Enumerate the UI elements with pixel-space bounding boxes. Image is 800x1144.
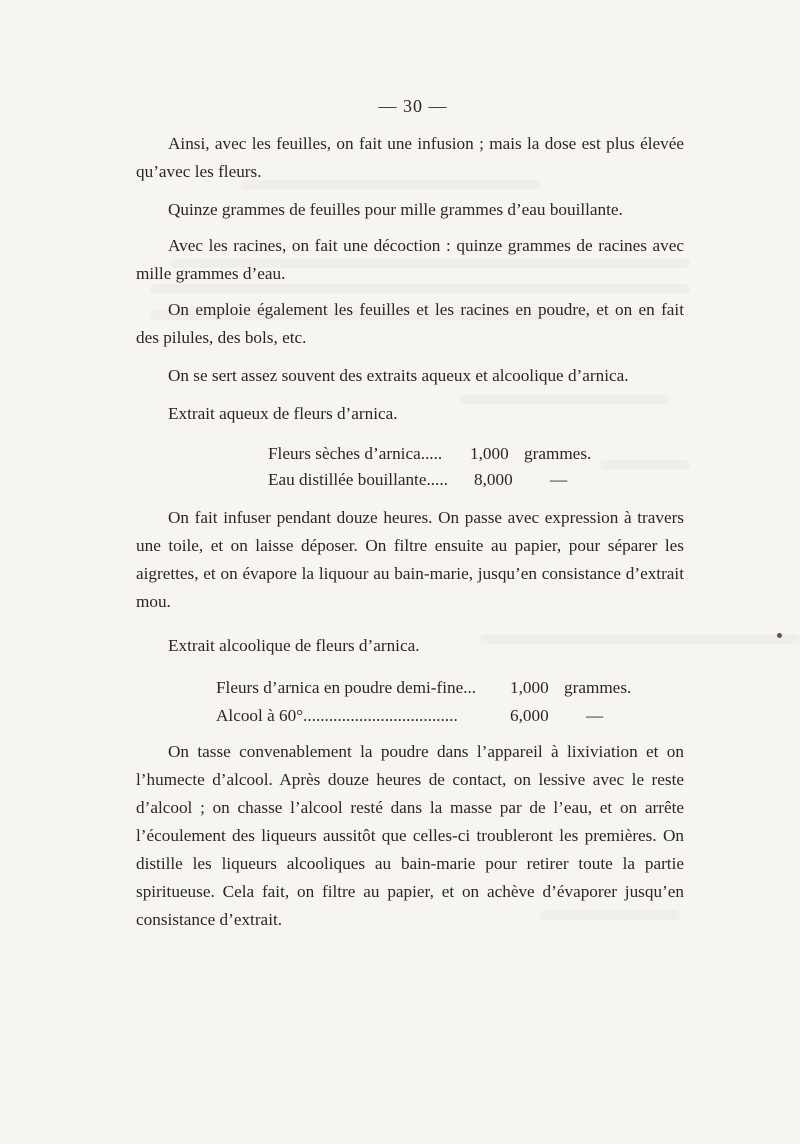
paragraph-infusion [136, 130, 684, 186]
page-number: — 30 — [378, 96, 448, 116]
ink-spot [777, 633, 782, 638]
heading-extrait-aqueux [136, 400, 684, 428]
paragraph-text: Ainsi, avec les feuilles, on fait une infusion ; mais la dose est plus élevée qu’avec les fleurs. [136, 134, 684, 181]
ingredient-quantity: 1,000 [470, 444, 509, 463]
heading-extrait-alcoolique [136, 632, 684, 660]
paragraph-quinze-grammes [136, 196, 684, 224]
ingredient-name: Alcool à 60°.................................... [216, 706, 458, 725]
paragraph-text: On emploie également les feuilles et les racines en poudre, et on en fait des pilules, des bols, etc. [136, 300, 684, 347]
paragraph-text: Quinze grammes de feuilles pour mille grammes d’eau bouillante. [168, 200, 623, 219]
paragraph-lixiviation [136, 738, 684, 934]
paragraph-text: On tasse convenablement la poudre dans l’appareil à lixiviation et on l’humecte d’alcool. Après douze heures de contact, on lessive avec le reste d’alcool ; on chasse l’alcool resté dans la masse par de l’eau, et on arrête l’écoulement des liqueurs aussitôt que celles-ci troubleront les premières. On distille les liqueurs alcooliques au bain-marie pour retirer toute la partie spiritueuse. Cela fait, on filtre au papier, et on achève d’évaporer jusqu’en consistance d’extrait. [136, 742, 684, 929]
ingredient-name: Fleurs d’arnica en poudre demi-fine... [216, 678, 477, 697]
paragraph-extraits [136, 362, 684, 390]
ingredient-unit: grammes. [564, 678, 632, 697]
paragraph-text: Avec les racines, on fait une décoction : quinze grammes de racines avec mille grammes d’eau. [136, 236, 684, 283]
ingredient-unit: — [550, 470, 568, 489]
ingredient-name: Fleurs sèches d’arnica..... [268, 444, 443, 463]
ingredient-quantity: 1,000 [510, 678, 549, 697]
paragraph-text: Extrait alcoolique de fleurs d’arnica. [168, 636, 420, 655]
ingredient-quantity: 8,000 [474, 470, 513, 489]
ingredient-unit: grammes. [524, 444, 592, 463]
paragraph-text: Extrait aqueux de fleurs d’arnica. [168, 404, 398, 423]
paragraph-poudre [136, 296, 684, 352]
paragraph-infuser [136, 504, 684, 616]
ingredient-quantity: 6,000 [510, 706, 549, 725]
paragraph-text: On se sert assez souvent des extraits aqueux et alcoolique d’arnica. [168, 366, 629, 385]
paragraph-text: On fait infuser pendant douze heures. On passe avec expression à travers une toile, et on laisse déposer. On filtre ensuite au papier, pour séparer les aigrettes, et on évapore la liquour au bain-marie, jusqu’en consistance d’extrait mou. [136, 508, 684, 611]
ingredient-unit: — [586, 706, 604, 725]
paragraph-decoction [136, 232, 684, 288]
ingredient-name: Eau distillée bouillante..... [268, 470, 448, 489]
